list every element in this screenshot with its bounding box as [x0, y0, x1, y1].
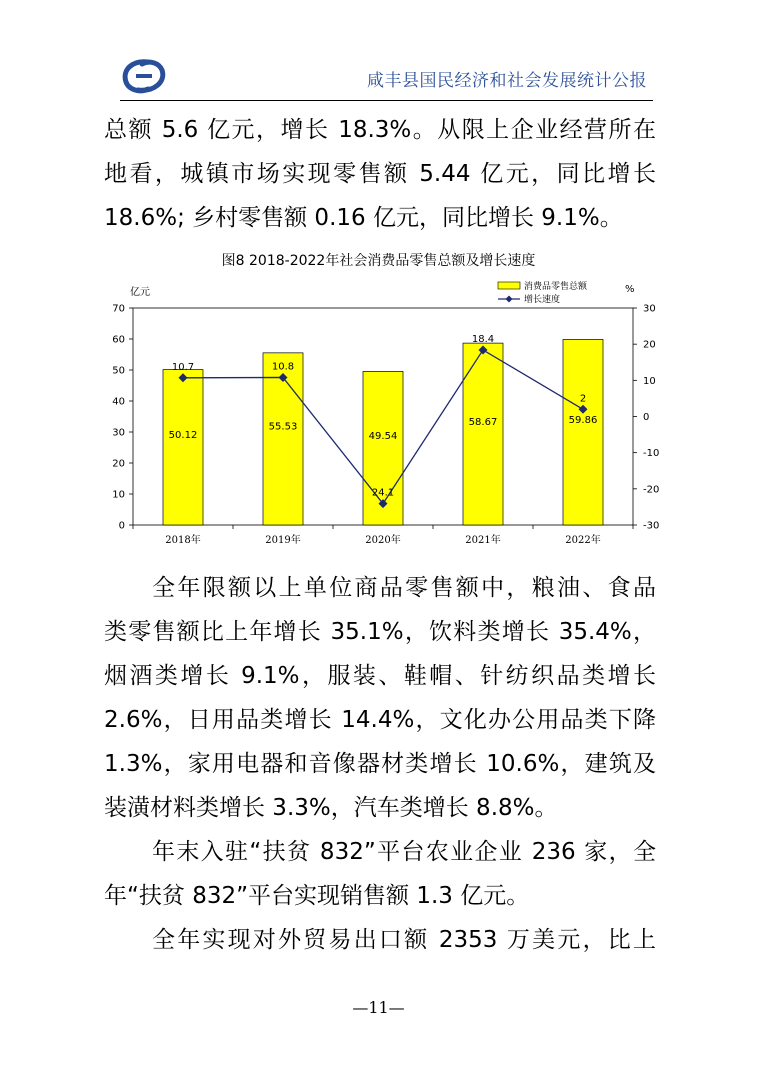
bar-value-label: 59.86	[568, 414, 598, 426]
page-header	[0, 0, 757, 105]
bar-value-label: 58.67	[468, 416, 498, 428]
bar	[163, 370, 203, 525]
header-divider	[120, 100, 653, 101]
y-left-tick-label: 50	[112, 365, 125, 377]
y-left-tick-label: 60	[112, 334, 125, 346]
y-left-tick-label: 40	[112, 396, 125, 408]
bar-value-label: 50.12	[168, 430, 198, 442]
y-right-tick-label: -20	[643, 484, 660, 496]
header-title: 咸丰县国民经济和社会发展统计公报	[367, 71, 647, 91]
y-right-tick-label: -10	[643, 448, 660, 460]
chart-legend	[498, 280, 588, 305]
y-left-tick-label: 30	[112, 427, 125, 439]
x-tick-label: 2021年	[465, 535, 501, 546]
text-line: 2.6%，日用品类增长 14.4%，文化办公用品类下降	[104, 707, 656, 733]
y-right-tick-label: 20	[643, 339, 656, 351]
y-right-unit: %	[625, 284, 635, 295]
y-left-tick-label: 0	[118, 520, 125, 532]
text-line: 地看，城镇市场实现零售额 5.44 亿元，同比增长	[104, 161, 656, 187]
chart-title: 图8 2018-2022年社会消费品零售总额及增长速度	[221, 253, 536, 269]
y-right-tick-label: 10	[643, 375, 656, 387]
text-line: 年末入驻“扶贫 832”平台农业企业 236 家，全	[152, 839, 656, 865]
y-left-tick-label: 70	[112, 303, 125, 315]
bar-value-label: 49.54	[368, 430, 398, 442]
statistics-logo-icon	[118, 56, 170, 96]
y-left-tick-label: 20	[112, 458, 125, 470]
growth-value-label: 24.1	[371, 487, 395, 499]
y-right-tick-label: 30	[643, 303, 656, 315]
text-line: 装潢材料类增长 3.3%，汽车类增长 8.8%。	[104, 795, 558, 821]
paragraph-retail-location	[104, 108, 656, 240]
legend-bar-swatch	[498, 282, 520, 289]
legend-line-label: 增长速度	[524, 295, 561, 305]
bar	[563, 339, 603, 525]
text-line: 1.3%，家用电器和音像器材类增长 10.6%，建筑及	[104, 751, 656, 777]
y-left-tick-label: 10	[112, 489, 125, 501]
growth-value-label: 2	[579, 393, 587, 405]
bar-value-label: 55.53	[268, 421, 298, 433]
text-line: 18.6%; 乡村零售额 0.16 亿元，同比增长 9.1%。	[104, 205, 623, 231]
y-right-tick-label: -30	[643, 520, 660, 532]
text-line: 年“扶贫 832”平台实现销售额 1.3 亿元。	[104, 883, 530, 909]
growth-value-label: 10.8	[271, 361, 295, 373]
y-left-unit: 亿元	[130, 287, 150, 298]
growth-value-label: 18.4	[471, 333, 495, 345]
x-tick-label: 2020年	[365, 535, 401, 546]
text-line: 烟酒类增长 9.1%，服装、鞋帽、针纺织品类增长	[104, 663, 656, 689]
text-line: 类零售额比上年增长 35.1%，饮料类增长 35.4%，	[104, 619, 656, 645]
retail-sales-chart	[100, 278, 660, 553]
paragraph-category-retail	[104, 566, 656, 962]
text-line: 总额 5.6 亿元，增长 18.3%。从限上企业经营所在	[104, 117, 656, 143]
text-line: 全年限额以上单位商品零售额中，粮油、食品	[152, 575, 656, 601]
page-number: —11—	[352, 998, 405, 1017]
x-tick-label: 2018年	[165, 535, 201, 546]
legend-bar-label: 消费品零售总额	[524, 282, 588, 292]
x-tick-label: 2019年	[265, 535, 301, 546]
x-tick-label: 2022年	[565, 535, 601, 546]
legend-diamond-marker	[506, 296, 513, 303]
y-right-tick-label: 0	[643, 412, 650, 423]
growth-value-label: 10.7	[171, 361, 195, 373]
text-line: 全年实现对外贸易出口额 2353 万美元，比上	[152, 927, 656, 953]
